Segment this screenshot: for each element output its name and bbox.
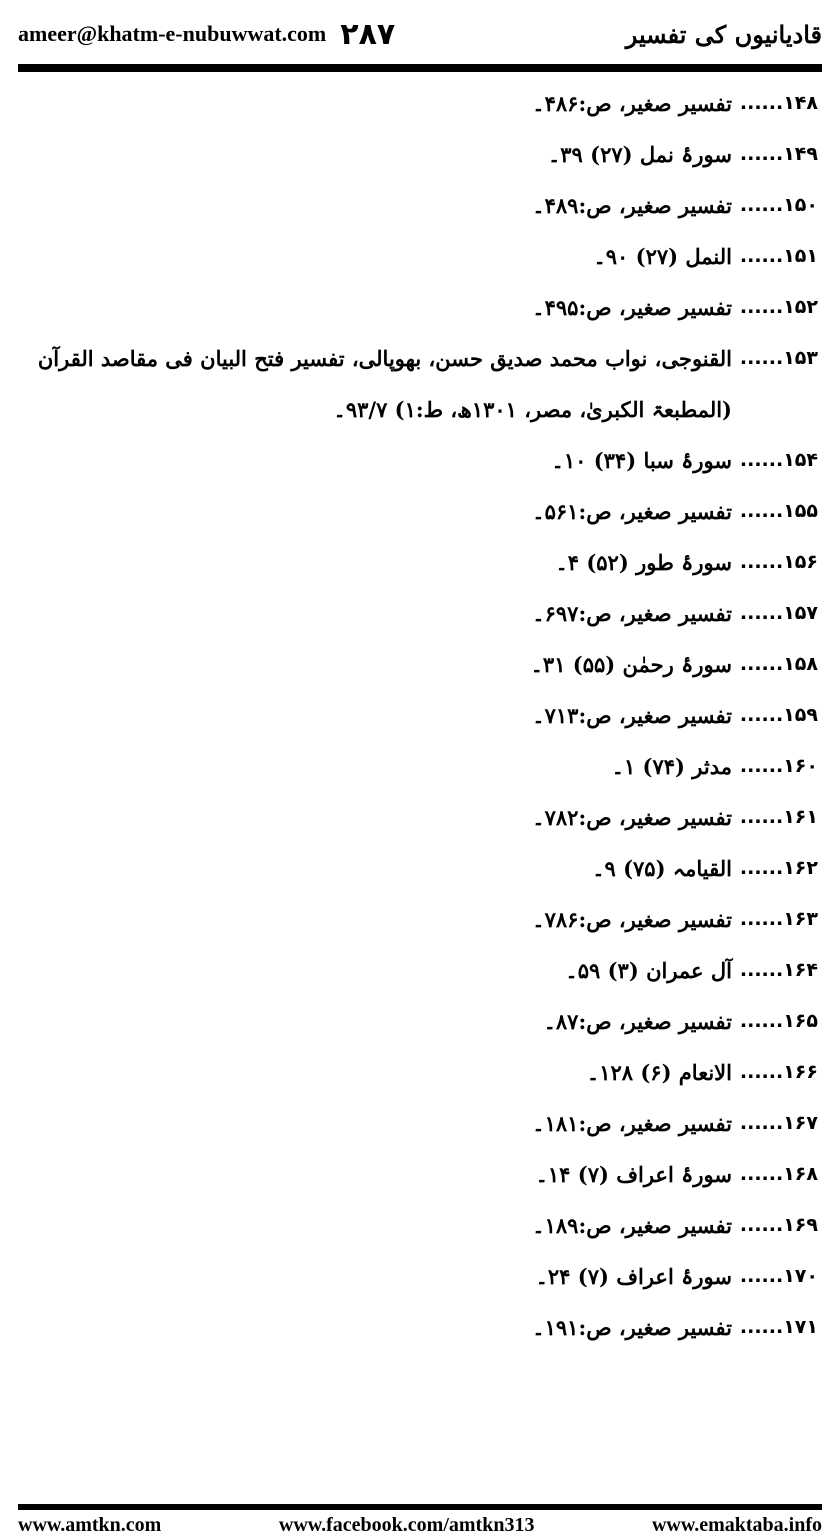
footnote-number: ۱۵۵...... <box>739 500 818 522</box>
footnote-number: ۱۶۲...... <box>739 857 818 879</box>
footnote-item <box>18 996 818 1047</box>
footnote-item <box>18 231 818 282</box>
footnote-item <box>18 282 818 333</box>
header-rule <box>18 64 822 72</box>
footnote-number: ۱۵۷...... <box>739 602 818 624</box>
footnote-item <box>18 180 818 231</box>
footnote-number: ۱۵۶...... <box>739 551 818 573</box>
page-header <box>18 14 822 54</box>
footnote-item <box>18 1047 818 1098</box>
footnote-text: الانعام (۶) ۱۲۸۔ <box>586 1060 732 1085</box>
footnote-number: ۱۶۶...... <box>739 1061 818 1083</box>
footnote-text: القیامہ (۷۵) ۹۔ <box>592 856 732 881</box>
footnote-text: سورۂ طور (۵۲) ۴۔ <box>555 550 732 575</box>
footnote-item <box>18 1251 818 1302</box>
page-number: ۲۸۷ <box>340 16 396 52</box>
footnote-text: تفسیر صغیر، ص:۷۱۳۔ <box>532 703 732 728</box>
footnote-number: ۱۵۱...... <box>739 245 818 267</box>
footnote-text: تفسیر صغیر، ص:۱۸۱۔ <box>532 1111 732 1136</box>
header-email[interactable]: ameer@khatm-e-nubuwwat.com <box>18 21 327 46</box>
footer-link-facebook[interactable]: www.facebook.com/amtkn313 <box>278 1513 535 1536</box>
footnote-text: سورۂ اعراف (۷) ۱۴۔ <box>535 1162 732 1187</box>
footnote-number: ۱۷۱...... <box>739 1316 818 1338</box>
footnote-list <box>18 78 818 1353</box>
footnote-text: تفسیر صغیر، ص:۷۸۲۔ <box>532 805 732 830</box>
footnote-item <box>18 129 818 180</box>
footnote-number: ۱۵۲...... <box>739 296 818 318</box>
footnote-text: النمل (۲۷) ۹۰۔ <box>593 244 732 269</box>
footnote-item <box>18 435 818 486</box>
footnote-text: آل عمران (۳) ۵۹۔ <box>565 958 732 983</box>
footnote-number: ۱۶۱...... <box>739 806 818 828</box>
footnote-item <box>18 1149 818 1200</box>
footnote-item <box>18 78 818 129</box>
footnote-text: تفسیر صغیر، ص:۴۸۶۔ <box>532 91 732 116</box>
footnote-number: ۱۵۸...... <box>739 653 818 675</box>
footer-link-emaktaba[interactable]: www.emaktaba.info <box>651 1513 822 1536</box>
header-left <box>18 17 395 52</box>
footnote-item <box>18 333 818 435</box>
footnote-item <box>18 894 818 945</box>
footnote-number: ۱۶۵...... <box>739 1010 818 1032</box>
footnote-number: ۱۶۷...... <box>739 1112 818 1134</box>
footnote-item <box>18 537 818 588</box>
book-title: قادیانیوں کی تفسیر <box>625 19 822 49</box>
footnote-text: سورۂ رحمٰن (۵۵) ۳۱۔ <box>530 652 732 677</box>
footnote-text: تفسیر صغیر، ص:۶۹۷۔ <box>532 601 732 626</box>
footnote-text: تفسیر صغیر، ص:۴۹۵۔ <box>532 295 732 320</box>
footnote-item <box>18 1098 818 1149</box>
footnote-number: ۱۵۳...... <box>739 347 818 369</box>
footnote-item <box>18 843 818 894</box>
page-footer <box>18 1510 822 1540</box>
footnote-number: ۱۶۴...... <box>739 959 818 981</box>
footnote-text: تفسیر صغیر، ص:۴۸۹۔ <box>532 193 732 218</box>
footnote-item <box>18 486 818 537</box>
footnote-text: سورۂ نمل (۲۷) ۳۹۔ <box>547 142 732 167</box>
footnote-item <box>18 1302 818 1353</box>
footnote-number: ۱۶۹...... <box>739 1214 818 1236</box>
footnote-number: ۱۵۴...... <box>739 449 818 471</box>
footnote-item <box>18 639 818 690</box>
footnote-number: ۱۶۳...... <box>739 908 818 930</box>
footnote-text: تفسیر صغیر، ص:۵۶۱۔ <box>532 499 732 524</box>
footnote-number: ۱۶۸...... <box>739 1163 818 1185</box>
footnote-item <box>18 1200 818 1251</box>
footnote-text: تفسیر صغیر، ص:۷۸۶۔ <box>532 907 732 932</box>
footnote-item <box>18 690 818 741</box>
footnote-item <box>18 741 818 792</box>
footnote-item <box>18 792 818 843</box>
footnote-number: ۱۴۸...... <box>739 92 818 114</box>
footnote-text: القنوجی، نواب محمد صدیق حسن، بھوپالی، تفسیر فتح البیان فی مقاصد القرآن (المطبعۃ الکبریٰ، مصر، ۱۳۰۱ھ، ط:۱) ۹۳/۷۔ <box>37 346 732 422</box>
footnote-text: تفسیر صغیر، ص:۱۹۱۔ <box>532 1315 732 1340</box>
footnote-item <box>18 945 818 996</box>
footnote-number: ۱۶۰...... <box>739 755 818 777</box>
footnote-text: تفسیر صغیر، ص:۸۷۔ <box>543 1009 732 1034</box>
footnote-text: تفسیر صغیر، ص:۱۸۹۔ <box>532 1213 732 1238</box>
footnote-text: سورۂ سبا (۳۴) ۱۰۔ <box>551 448 732 473</box>
footnote-number: ۱۵۰...... <box>739 194 818 216</box>
footnote-number: ۱۴۹...... <box>739 143 818 165</box>
footnote-text: مدثر (۷۴) ۱۔ <box>611 754 732 779</box>
footnote-number: ۱۵۹...... <box>739 704 818 726</box>
footnote-text: سورۂ اعراف (۷) ۲۴۔ <box>535 1264 732 1289</box>
footnote-number: ۱۷۰...... <box>739 1265 818 1287</box>
footer-link-amtkn[interactable]: www.amtkn.com <box>18 1513 162 1536</box>
footnote-item <box>18 588 818 639</box>
